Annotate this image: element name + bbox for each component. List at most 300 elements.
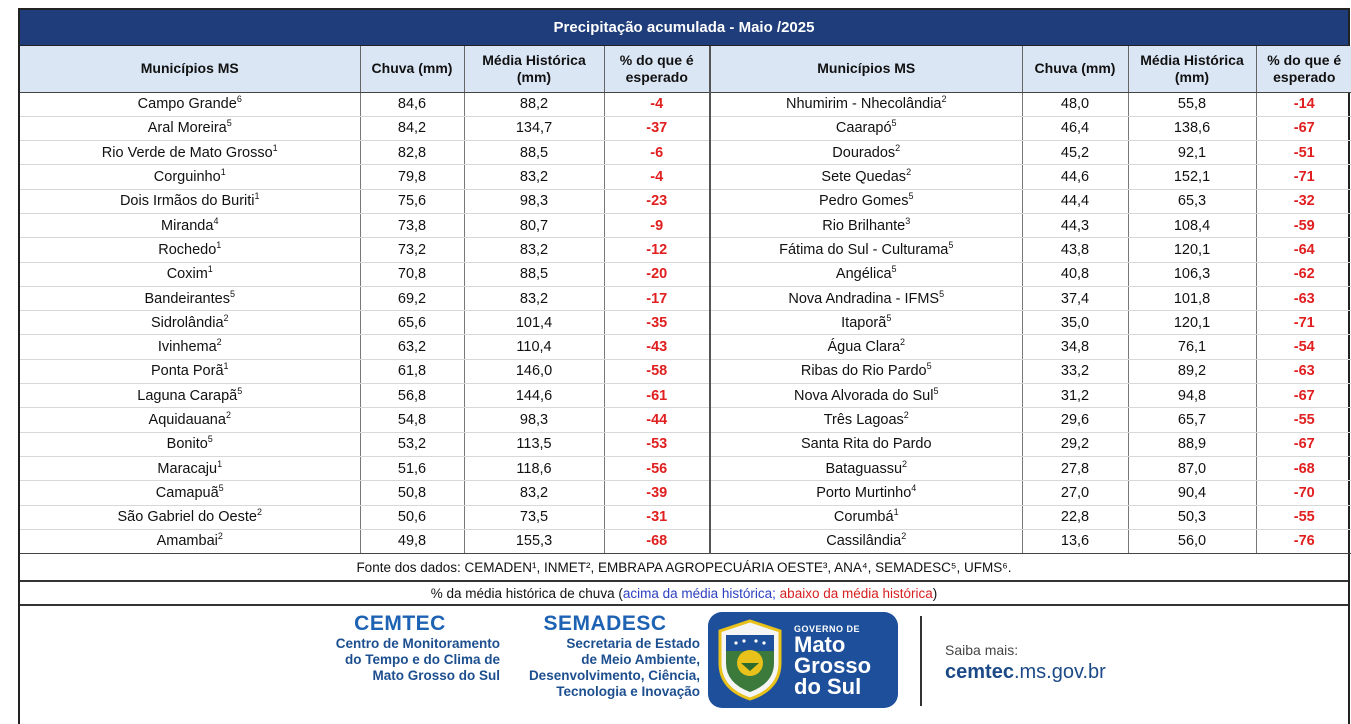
col-header-chuva-right: Chuva (mm) — [1022, 46, 1128, 92]
right-municipio-cell — [710, 481, 1022, 505]
left-media-cell-text: 80,7 — [519, 217, 549, 234]
source-footnote-mark: 5 — [891, 264, 897, 275]
left-pct-cell — [604, 505, 710, 529]
left-media-cell-text: 101,4 — [515, 314, 553, 331]
left-pct-cell-text: -4 — [650, 96, 664, 113]
table-row — [20, 529, 1351, 553]
table-row — [20, 262, 1351, 286]
right-pct-cell-text: -55 — [1293, 412, 1315, 428]
right-municipio-cell — [710, 116, 1022, 140]
right-media-cell-text: 87,0 — [1177, 460, 1207, 477]
left-municipio-cell — [20, 456, 360, 480]
left-municipio-cell — [20, 116, 360, 140]
right-pct-cell — [1256, 408, 1351, 432]
left-pct-cell-text: -23 — [646, 193, 668, 210]
left-pct-cell — [604, 408, 710, 432]
right-pct-cell-text: -14 — [1293, 96, 1315, 113]
right-media-cell-text: 55,8 — [1177, 96, 1207, 113]
left-chuva-cell-text: 69,2 — [397, 290, 427, 307]
right-chuva-cell-text: 27,0 — [1060, 484, 1090, 501]
left-media-cell — [464, 335, 604, 359]
report-title: Precipitação acumulada - Maio /2025 — [20, 10, 1348, 46]
right-chuva-cell — [1022, 384, 1128, 408]
right-media-cell-text: 56,0 — [1177, 533, 1207, 550]
right-pct-cell — [1256, 189, 1351, 213]
left-municipio-cell-text: Amambai — [156, 533, 218, 550]
source-footnote-mark: 1 — [223, 361, 229, 372]
cemtec-line-1: Centro de Monitoramento — [335, 636, 500, 652]
right-media-cell — [1128, 238, 1256, 262]
right-media-cell-text: 90,4 — [1177, 484, 1207, 501]
right-media-cell-text: 92,1 — [1177, 144, 1207, 161]
right-municipio-cell — [710, 384, 1022, 408]
right-municipio-cell-text: Bataguassu — [825, 460, 903, 477]
right-chuva-cell-text: 44,3 — [1060, 217, 1090, 234]
left-municipio-cell-text: Sidrolândia — [150, 314, 224, 331]
right-media-cell — [1128, 189, 1256, 213]
gov-line-2: Grosso — [794, 652, 872, 678]
left-chuva-cell — [360, 213, 464, 237]
source-footnote-mark: 5 — [891, 118, 897, 129]
right-municipio-cell — [710, 141, 1022, 165]
source-footnote-mark: 2 — [256, 507, 262, 518]
right-municipio-cell-text: Pedro Gomes — [819, 193, 909, 210]
left-media-cell — [464, 238, 604, 262]
source-footnote-mark: 5 — [908, 191, 914, 202]
left-pct-cell-text: -35 — [646, 314, 668, 331]
right-chuva-cell-text: 46,4 — [1060, 120, 1090, 137]
col-header-pct: % do que é esperado — [604, 46, 710, 92]
left-chuva-cell-text: 75,6 — [397, 193, 427, 210]
right-media-cell — [1128, 165, 1256, 189]
left-pct-cell-text: -56 — [646, 460, 668, 477]
left-media-cell — [464, 165, 604, 189]
left-chuva-cell — [360, 116, 464, 140]
semadesc-line-1: Secretaria de Estado — [566, 636, 700, 652]
table-row — [20, 335, 1351, 359]
left-pct-cell-text: -61 — [646, 387, 668, 404]
right-chuva-cell — [1022, 213, 1128, 237]
source-footnote-mark: 6 — [236, 94, 242, 105]
right-chuva-cell-text: 31,2 — [1060, 387, 1090, 404]
right-pct-cell-text: -67 — [1293, 387, 1315, 404]
left-media-cell-text: 110,4 — [516, 339, 552, 356]
right-pct-cell-text: -68 — [1293, 460, 1315, 477]
right-municipio-cell-text: Nova Andradina - IFMS — [788, 290, 940, 307]
col-header-chuva: Chuva (mm) — [360, 46, 464, 92]
right-municipio-cell — [710, 213, 1022, 237]
left-chuva-cell-text: 79,8 — [397, 169, 427, 186]
right-media-cell-text: 106,3 — [1173, 266, 1211, 283]
table-row — [20, 213, 1351, 237]
cemtec-line-3: Mato Grosso do Sul — [372, 668, 500, 684]
left-pct-cell — [604, 213, 710, 237]
left-pct-cell-text: -39 — [646, 484, 668, 501]
website-bold: cemtec — [945, 661, 1014, 684]
left-media-cell — [464, 505, 604, 529]
table-row — [20, 189, 1351, 213]
left-media-cell-text: 83,2 — [519, 241, 549, 258]
left-municipio-cell-text: Campo Grande — [137, 96, 237, 113]
right-chuva-cell-text: 44,4 — [1060, 193, 1090, 210]
right-media-cell-text: 94,8 — [1177, 387, 1207, 404]
right-chuva-cell-text: 13,6 — [1060, 533, 1090, 550]
col-header-pct-right: % do que é esperado — [1256, 46, 1351, 92]
left-chuva-cell-text: 70,8 — [397, 266, 427, 283]
right-chuva-cell — [1022, 189, 1128, 213]
left-municipio-cell-text: São Gabriel do Oeste — [117, 509, 257, 526]
right-pct-cell-text: -76 — [1293, 533, 1315, 550]
government-logo — [708, 612, 898, 708]
table-row — [20, 141, 1351, 165]
left-pct-cell — [604, 529, 710, 553]
right-pct-cell-text: -67 — [1293, 436, 1315, 453]
left-municipio-cell — [20, 432, 360, 456]
right-municipio-cell-text: Nhumirim - Nhecolândia — [785, 96, 942, 113]
right-media-cell-text: 138,6 — [1173, 120, 1211, 137]
left-chuva-cell — [360, 529, 464, 553]
left-media-cell-text: 155,3 — [515, 533, 553, 550]
left-media-cell — [464, 286, 604, 310]
cemtec-line-2: do Tempo e do Clima de — [344, 652, 500, 668]
right-pct-cell — [1256, 384, 1351, 408]
table-row — [20, 165, 1351, 189]
report-frame — [18, 8, 1350, 724]
right-media-cell-text: 76,1 — [1177, 339, 1207, 356]
left-media-cell-text: 118,6 — [516, 460, 552, 477]
right-media-cell-text: 152,1 — [1173, 169, 1211, 186]
left-chuva-cell-text: 65,6 — [397, 314, 427, 331]
source-footnote-mark: 1 — [216, 240, 222, 251]
left-pct-cell — [604, 456, 710, 480]
table-row — [20, 238, 1351, 262]
right-chuva-cell — [1022, 262, 1128, 286]
left-media-cell-text: 83,2 — [519, 290, 549, 307]
left-municipio-cell — [20, 262, 360, 286]
data-source-line: Fonte dos dados: CEMADEN¹, INMET², EMBRAPA AGROPECUÁRIA OESTE³, ANA⁴, SEMADESC⁵, UFMS⁶. — [20, 554, 1348, 582]
left-media-cell — [464, 529, 604, 553]
left-chuva-cell — [360, 141, 464, 165]
semadesc-name: SEMADESC — [543, 612, 667, 636]
right-media-cell-text: 88,9 — [1177, 436, 1207, 453]
left-pct-cell — [604, 311, 710, 335]
left-media-cell — [464, 213, 604, 237]
col-header-municipio: Municípios MS — [20, 46, 360, 92]
source-footnote-mark: 2 — [903, 410, 909, 421]
left-chuva-cell — [360, 238, 464, 262]
source-footnote-mark: 5 — [933, 385, 939, 396]
table-row — [20, 384, 1351, 408]
source-footnote-mark: 1 — [217, 458, 223, 469]
left-chuva-cell-text: 84,2 — [397, 120, 427, 137]
table-row — [20, 311, 1351, 335]
right-municipio-cell-text: Cassilândia — [826, 533, 902, 550]
left-municipio-cell-text: Dois Irmãos do Buriti — [119, 193, 255, 210]
right-municipio-cell — [710, 189, 1022, 213]
right-pct-cell-text: -63 — [1293, 363, 1315, 380]
right-municipio-cell — [710, 432, 1022, 456]
right-media-cell — [1128, 505, 1256, 529]
left-media-cell — [464, 432, 604, 456]
source-footnote-mark: 4 — [213, 215, 219, 226]
right-municipio-cell — [710, 529, 1022, 553]
left-pct-cell — [604, 481, 710, 505]
right-chuva-cell-text: 43,8 — [1060, 241, 1090, 258]
right-pct-cell-text: -51 — [1293, 144, 1315, 161]
left-municipio-cell — [20, 311, 360, 335]
left-media-cell — [464, 92, 604, 116]
right-municipio-cell — [710, 456, 1022, 480]
left-municipio-cell-text: Ivinhema — [157, 339, 217, 356]
right-media-cell — [1128, 432, 1256, 456]
right-chuva-cell-text: 44,6 — [1060, 169, 1090, 186]
left-pct-cell-text: -43 — [646, 339, 668, 356]
col-header-media-right: Média Histórica (mm) — [1128, 46, 1256, 92]
right-media-cell-text: 120,1 — [1173, 314, 1211, 331]
source-footnote-mark: 5 — [926, 361, 932, 372]
right-chuva-cell — [1022, 238, 1128, 262]
right-chuva-cell — [1022, 456, 1128, 480]
left-chuva-cell — [360, 286, 464, 310]
left-pct-cell — [604, 432, 710, 456]
left-chuva-cell-text: 51,6 — [397, 460, 427, 477]
left-chuva-cell-text: 49,8 — [397, 533, 427, 550]
right-chuva-cell — [1022, 286, 1128, 310]
left-pct-cell — [604, 286, 710, 310]
right-pct-cell-text: -71 — [1293, 169, 1315, 186]
left-municipio-cell-text: Bandeirantes — [144, 290, 230, 307]
left-chuva-cell-text: 53,2 — [397, 436, 427, 453]
left-chuva-cell-text: 84,6 — [397, 96, 427, 113]
left-municipio-cell — [20, 529, 360, 553]
left-chuva-cell — [360, 384, 464, 408]
left-media-cell-text: 146,0 — [515, 363, 553, 380]
semadesc-logo — [510, 612, 700, 700]
left-media-cell-text: 113,5 — [516, 436, 552, 453]
left-municipio-cell — [20, 238, 360, 262]
precipitation-table — [20, 46, 1351, 554]
right-media-cell — [1128, 286, 1256, 310]
right-media-cell — [1128, 456, 1256, 480]
right-chuva-cell — [1022, 432, 1128, 456]
right-pct-cell-text: -71 — [1293, 314, 1315, 331]
right-chuva-cell-text: 45,2 — [1060, 144, 1090, 161]
left-municipio-cell — [20, 335, 360, 359]
left-chuva-cell-text: 50,8 — [397, 484, 427, 501]
right-media-cell-text: 65,3 — [1177, 193, 1207, 210]
left-municipio-cell — [20, 286, 360, 310]
semadesc-line-2: de Meio Ambiente, — [581, 652, 700, 668]
right-municipio-cell-text: Nova Alvorada do Sul — [794, 387, 934, 404]
source-footnote-mark: 5 — [237, 385, 243, 396]
left-municipio-cell-text: Coxim — [166, 266, 208, 283]
right-pct-cell-text: -70 — [1293, 484, 1315, 501]
table-row — [20, 481, 1351, 505]
source-footnote-mark: 1 — [254, 191, 260, 202]
left-media-cell-text: 83,2 — [519, 484, 549, 501]
source-footnote-mark: 5 — [939, 288, 945, 299]
source-footnote-mark: 5 — [207, 434, 213, 445]
left-pct-cell — [604, 359, 710, 383]
legend-suffix: ) — [932, 585, 938, 601]
left-pct-cell — [604, 141, 710, 165]
left-municipio-cell-text: Aquidauana — [148, 412, 226, 428]
right-municipio-cell — [710, 335, 1022, 359]
source-footnote-mark: 2 — [223, 312, 229, 323]
left-municipio-cell-text: Camapuã — [155, 484, 219, 501]
left-municipio-cell — [20, 505, 360, 529]
left-municipio-cell — [20, 189, 360, 213]
cemtec-logo — [300, 612, 500, 684]
left-municipio-cell — [20, 359, 360, 383]
right-media-cell-text: 120,1 — [1173, 241, 1211, 258]
right-municipio-cell-text: Santa Rita do Pardo — [800, 436, 932, 453]
right-chuva-cell — [1022, 116, 1128, 140]
left-media-cell — [464, 141, 604, 165]
left-media-cell — [464, 116, 604, 140]
legend-above: acima da média histórica; — [622, 585, 776, 601]
right-municipio-cell-text: Porto Murtinho — [816, 484, 912, 501]
cemtec-name: CEMTEC — [354, 612, 446, 636]
left-media-cell — [464, 408, 604, 432]
right-municipio-cell-text: Angélica — [835, 266, 892, 283]
left-municipio-cell-text: Bonito — [166, 436, 208, 453]
left-chuva-cell — [360, 165, 464, 189]
right-pct-cell-text: -62 — [1293, 266, 1315, 283]
right-chuva-cell-text: 35,0 — [1060, 314, 1090, 331]
right-pct-cell-text: -55 — [1293, 509, 1315, 526]
right-pct-cell — [1256, 505, 1351, 529]
left-pct-cell — [604, 238, 710, 262]
left-pct-cell — [604, 189, 710, 213]
left-pct-cell — [604, 335, 710, 359]
right-pct-cell-text: -64 — [1293, 241, 1315, 258]
color-legend — [20, 582, 1348, 606]
state-seal-icon — [714, 617, 786, 703]
left-media-cell — [464, 262, 604, 286]
left-municipio-cell — [20, 141, 360, 165]
left-municipio-cell — [20, 213, 360, 237]
right-municipio-cell-text: Itaporã — [841, 314, 887, 331]
table-row — [20, 408, 1351, 432]
source-footnote-mark: 5 — [229, 288, 235, 299]
left-chuva-cell — [360, 92, 464, 116]
left-pct-cell-text: -12 — [646, 241, 668, 258]
left-chuva-cell — [360, 456, 464, 480]
right-pct-cell — [1256, 92, 1351, 116]
right-municipio-cell — [710, 505, 1022, 529]
right-media-cell — [1128, 262, 1256, 286]
right-chuva-cell — [1022, 92, 1128, 116]
left-chuva-cell-text: 63,2 — [397, 339, 427, 356]
right-pct-cell-text: -67 — [1293, 120, 1315, 137]
table-row — [20, 92, 1351, 116]
left-chuva-cell — [360, 311, 464, 335]
left-chuva-cell — [360, 481, 464, 505]
header-row — [20, 46, 1351, 92]
source-footnote-mark: 2 — [895, 142, 901, 153]
right-media-cell — [1128, 311, 1256, 335]
left-media-cell — [464, 189, 604, 213]
left-municipio-cell-text: Maracaju — [157, 460, 218, 477]
right-chuva-cell — [1022, 359, 1128, 383]
left-media-cell-text: 88,5 — [519, 266, 549, 283]
right-chuva-cell-text: 48,0 — [1060, 96, 1090, 113]
left-pct-cell — [604, 92, 710, 116]
left-pct-cell-text: -20 — [646, 266, 668, 283]
source-footnote-mark: 2 — [217, 531, 223, 542]
left-chuva-cell — [360, 189, 464, 213]
left-media-cell-text: 144,6 — [515, 387, 553, 404]
left-pct-cell — [604, 262, 710, 286]
source-footnote-mark: 2 — [901, 531, 907, 542]
saiba-mais-label: Saiba mais: — [945, 642, 1019, 659]
right-media-cell-text: 89,2 — [1177, 363, 1207, 380]
right-municipio-cell-text: Caarapó — [835, 120, 892, 137]
right-pct-cell — [1256, 335, 1351, 359]
col-header-municipio-right: Municípios MS — [710, 46, 1022, 92]
left-media-cell-text: 88,5 — [519, 144, 549, 161]
left-media-cell — [464, 311, 604, 335]
right-chuva-cell — [1022, 311, 1128, 335]
left-pct-cell-text: -53 — [646, 436, 668, 453]
left-chuva-cell — [360, 408, 464, 432]
col-header-media: Média Histórica (mm) — [464, 46, 604, 92]
website-link[interactable] — [945, 661, 1106, 684]
source-footnote-mark: 5 — [886, 312, 892, 323]
right-pct-cell — [1256, 262, 1351, 286]
right-municipio-cell-text: Corumbá — [833, 509, 894, 526]
right-municipio-cell-text: Três Lagoas — [823, 412, 904, 428]
right-pct-cell-text: -54 — [1293, 339, 1315, 356]
source-footnote-mark: 2 — [906, 167, 912, 178]
right-pct-cell — [1256, 286, 1351, 310]
right-municipio-cell — [710, 359, 1022, 383]
source-footnote-mark: 4 — [911, 483, 917, 494]
right-pct-cell-text: -59 — [1293, 217, 1315, 234]
right-chuva-cell — [1022, 141, 1128, 165]
left-chuva-cell-text: 73,8 — [397, 217, 427, 234]
left-pct-cell-text: -6 — [650, 144, 664, 161]
right-media-cell — [1128, 141, 1256, 165]
left-media-cell — [464, 481, 604, 505]
source-footnote-mark: 5 — [226, 118, 232, 129]
right-media-cell-text: 65,7 — [1177, 412, 1207, 428]
left-chuva-cell — [360, 262, 464, 286]
right-chuva-cell-text: 33,2 — [1060, 363, 1090, 380]
left-chuva-cell-text: 61,8 — [397, 363, 427, 380]
right-municipio-cell-text: Dourados — [832, 144, 896, 161]
left-municipio-cell — [20, 165, 360, 189]
right-media-cell — [1128, 116, 1256, 140]
gov-small-label: GOVERNO DE — [794, 623, 861, 634]
right-chuva-cell-text: 29,6 — [1060, 412, 1090, 428]
right-municipio-cell — [710, 311, 1022, 335]
left-municipio-cell — [20, 481, 360, 505]
left-media-cell — [464, 456, 604, 480]
left-media-cell-text: 98,3 — [519, 412, 549, 428]
right-municipio-cell — [710, 165, 1022, 189]
left-municipio-cell — [20, 408, 360, 432]
source-footnote-mark: 1 — [220, 167, 226, 178]
footer-logos — [20, 606, 1348, 714]
right-pct-cell — [1256, 456, 1351, 480]
source-footnote-mark: 1 — [207, 264, 213, 275]
gov-line-3: do Sul — [794, 673, 862, 699]
right-municipio-cell — [710, 92, 1022, 116]
left-municipio-cell-text: Corguinho — [153, 169, 221, 186]
table-row — [20, 456, 1351, 480]
